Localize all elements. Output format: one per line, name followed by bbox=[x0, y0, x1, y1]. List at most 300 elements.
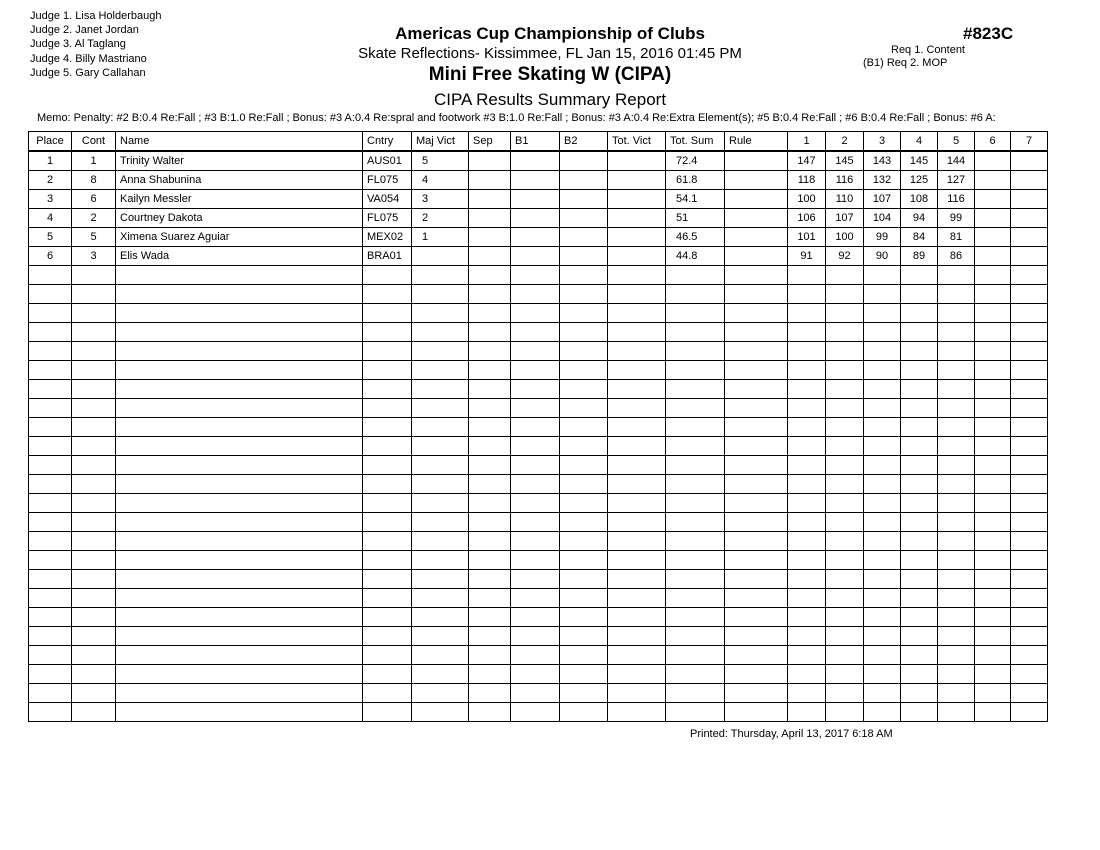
table-cell bbox=[560, 190, 608, 209]
table-cell bbox=[938, 684, 975, 703]
judge-2: Judge 2. Janet Jordan bbox=[30, 24, 139, 37]
table-cell bbox=[608, 285, 666, 304]
table-cell bbox=[363, 437, 412, 456]
table-cell bbox=[560, 646, 608, 665]
table-cell bbox=[666, 665, 725, 684]
table-cell bbox=[608, 513, 666, 532]
table-cell bbox=[1011, 513, 1048, 532]
table-cell bbox=[608, 589, 666, 608]
column-header: 3 bbox=[864, 132, 901, 152]
table-cell bbox=[511, 646, 560, 665]
table-cell bbox=[864, 684, 901, 703]
table-cell bbox=[29, 285, 72, 304]
table-cell bbox=[1011, 285, 1048, 304]
table-cell: 44.8 bbox=[666, 247, 725, 266]
table-cell bbox=[788, 418, 826, 437]
table-cell bbox=[511, 323, 560, 342]
table-cell bbox=[975, 627, 1011, 646]
table-cell: 94 bbox=[901, 209, 938, 228]
table-cell bbox=[725, 608, 788, 627]
judges-list bbox=[30, 9, 161, 80]
table-cell bbox=[938, 494, 975, 513]
table-cell bbox=[511, 228, 560, 247]
table-cell: 2 bbox=[29, 171, 72, 190]
table-cell bbox=[29, 304, 72, 323]
table-cell bbox=[938, 703, 975, 722]
table-cell bbox=[560, 703, 608, 722]
table-cell bbox=[72, 380, 116, 399]
table-cell bbox=[725, 323, 788, 342]
table-cell bbox=[116, 418, 363, 437]
table-cell bbox=[511, 532, 560, 551]
table-cell bbox=[938, 361, 975, 380]
table-cell bbox=[901, 304, 938, 323]
table-cell bbox=[666, 399, 725, 418]
table-cell bbox=[826, 361, 864, 380]
table-cell bbox=[788, 380, 826, 399]
table-cell bbox=[469, 361, 511, 380]
table-cell bbox=[363, 494, 412, 513]
table-cell bbox=[72, 608, 116, 627]
table-cell bbox=[666, 342, 725, 361]
empty-row bbox=[29, 494, 1048, 513]
table-cell bbox=[363, 342, 412, 361]
table-cell bbox=[1011, 703, 1048, 722]
table-cell: 92 bbox=[826, 247, 864, 266]
table-cell bbox=[29, 475, 72, 494]
table-cell bbox=[788, 304, 826, 323]
table-cell bbox=[975, 513, 1011, 532]
table-cell bbox=[72, 551, 116, 570]
table-cell bbox=[116, 475, 363, 494]
table-cell bbox=[826, 323, 864, 342]
table-cell bbox=[560, 665, 608, 684]
table-cell: 127 bbox=[938, 171, 975, 190]
table-cell bbox=[608, 266, 666, 285]
table-cell: 104 bbox=[864, 209, 901, 228]
table-cell: 89 bbox=[901, 247, 938, 266]
table-cell bbox=[560, 304, 608, 323]
column-header: Maj Vict bbox=[412, 132, 469, 152]
table-cell bbox=[826, 684, 864, 703]
table-cell bbox=[901, 437, 938, 456]
table-cell bbox=[901, 608, 938, 627]
table-cell bbox=[1011, 608, 1048, 627]
table-cell bbox=[826, 437, 864, 456]
table-cell bbox=[901, 380, 938, 399]
table-cell: Courtney Dakota bbox=[116, 209, 363, 228]
table-cell bbox=[608, 456, 666, 475]
table-cell bbox=[864, 285, 901, 304]
table-cell bbox=[725, 399, 788, 418]
table-cell bbox=[29, 665, 72, 684]
table-cell bbox=[363, 570, 412, 589]
table-cell bbox=[826, 608, 864, 627]
table-cell bbox=[725, 209, 788, 228]
table-cell bbox=[363, 380, 412, 399]
table-cell bbox=[511, 608, 560, 627]
table-cell bbox=[469, 627, 511, 646]
table-cell bbox=[1011, 418, 1048, 437]
table-cell bbox=[608, 475, 666, 494]
table-cell bbox=[901, 570, 938, 589]
table-cell bbox=[412, 380, 469, 399]
table-cell bbox=[1011, 475, 1048, 494]
table-cell: BRA01 bbox=[363, 247, 412, 266]
table-cell bbox=[975, 266, 1011, 285]
table-cell bbox=[469, 151, 511, 171]
table-cell: Kailyn Messler bbox=[116, 190, 363, 209]
table-cell bbox=[608, 323, 666, 342]
table-cell bbox=[725, 342, 788, 361]
table-cell: 107 bbox=[864, 190, 901, 209]
table-cell bbox=[864, 665, 901, 684]
table-cell bbox=[608, 304, 666, 323]
table-cell: AUS01 bbox=[363, 151, 412, 171]
event-title: Mini Free Skating W (CIPA) bbox=[428, 64, 672, 85]
table-cell: 144 bbox=[938, 151, 975, 171]
table-cell bbox=[412, 551, 469, 570]
table-cell bbox=[363, 684, 412, 703]
table-cell bbox=[975, 589, 1011, 608]
empty-row bbox=[29, 380, 1048, 399]
table-cell: 99 bbox=[938, 209, 975, 228]
table-cell bbox=[666, 589, 725, 608]
table-cell bbox=[725, 247, 788, 266]
table-cell: 84 bbox=[901, 228, 938, 247]
table-cell bbox=[666, 304, 725, 323]
table-cell bbox=[511, 703, 560, 722]
table-cell bbox=[511, 399, 560, 418]
table-cell bbox=[938, 513, 975, 532]
table-cell bbox=[901, 684, 938, 703]
results-table bbox=[28, 131, 1048, 722]
table-cell bbox=[975, 418, 1011, 437]
table-cell bbox=[864, 266, 901, 285]
table-cell bbox=[608, 627, 666, 646]
table-cell: 72.4 bbox=[666, 151, 725, 171]
table-cell bbox=[788, 646, 826, 665]
venue-date: Skate Reflections- Kissimmee, FL Jan 15, 2016 01:45 PM bbox=[358, 45, 742, 62]
table-cell bbox=[412, 703, 469, 722]
empty-row bbox=[29, 323, 1048, 342]
column-header: Sep bbox=[469, 132, 511, 152]
table-cell bbox=[901, 323, 938, 342]
table-cell bbox=[29, 532, 72, 551]
table-cell bbox=[469, 437, 511, 456]
table-cell bbox=[975, 285, 1011, 304]
table-cell bbox=[1011, 532, 1048, 551]
table-cell: 116 bbox=[826, 171, 864, 190]
table-cell bbox=[938, 323, 975, 342]
table-cell bbox=[788, 684, 826, 703]
table-cell bbox=[116, 399, 363, 418]
table-cell: 51 bbox=[666, 209, 725, 228]
table-header-row bbox=[29, 132, 1048, 152]
table-cell bbox=[608, 418, 666, 437]
table-cell bbox=[725, 684, 788, 703]
table-cell bbox=[1011, 323, 1048, 342]
table-cell bbox=[116, 646, 363, 665]
empty-row bbox=[29, 589, 1048, 608]
table-cell bbox=[608, 570, 666, 589]
table-cell bbox=[975, 437, 1011, 456]
judge-4: Judge 4. Billy Mastriano bbox=[30, 52, 147, 65]
table-cell: 6 bbox=[72, 190, 116, 209]
table-cell bbox=[901, 361, 938, 380]
table-cell bbox=[560, 475, 608, 494]
table-cell bbox=[725, 171, 788, 190]
table-cell: 5 bbox=[72, 228, 116, 247]
table-cell bbox=[412, 266, 469, 285]
table-cell bbox=[901, 475, 938, 494]
table-cell bbox=[1011, 551, 1048, 570]
requirements bbox=[863, 44, 965, 70]
table-cell bbox=[666, 285, 725, 304]
table-cell: VA054 bbox=[363, 190, 412, 209]
table-cell bbox=[1011, 342, 1048, 361]
table-cell bbox=[826, 494, 864, 513]
table-cell bbox=[608, 151, 666, 171]
req-1: Req 1. Content bbox=[891, 44, 965, 56]
table-cell bbox=[901, 665, 938, 684]
table-cell bbox=[116, 532, 363, 551]
table-cell bbox=[412, 399, 469, 418]
table-cell bbox=[511, 589, 560, 608]
table-cell bbox=[864, 456, 901, 475]
table-cell bbox=[72, 627, 116, 646]
table-cell bbox=[511, 304, 560, 323]
table-cell bbox=[938, 380, 975, 399]
table-cell bbox=[864, 342, 901, 361]
empty-row bbox=[29, 551, 1048, 570]
table-cell bbox=[116, 551, 363, 570]
table-cell: Anna Shabunina bbox=[116, 171, 363, 190]
printed-timestamp: Printed: Thursday, April 13, 2017 6:18 AM bbox=[690, 728, 893, 740]
table-cell bbox=[1011, 380, 1048, 399]
column-header: 6 bbox=[975, 132, 1011, 152]
table-cell bbox=[469, 494, 511, 513]
table-cell bbox=[29, 323, 72, 342]
table-cell bbox=[1011, 228, 1048, 247]
table-cell bbox=[1011, 247, 1048, 266]
table-cell bbox=[412, 304, 469, 323]
table-cell bbox=[788, 589, 826, 608]
empty-row bbox=[29, 703, 1048, 722]
table-cell: 107 bbox=[826, 209, 864, 228]
table-cell bbox=[560, 323, 608, 342]
table-cell bbox=[725, 703, 788, 722]
table-cell bbox=[560, 399, 608, 418]
table-cell bbox=[1011, 665, 1048, 684]
table-cell bbox=[469, 646, 511, 665]
table-cell bbox=[469, 684, 511, 703]
table-cell: 143 bbox=[864, 151, 901, 171]
table-cell: 8 bbox=[72, 171, 116, 190]
table-cell bbox=[608, 247, 666, 266]
table-cell bbox=[938, 665, 975, 684]
table-cell bbox=[864, 304, 901, 323]
table-cell bbox=[72, 513, 116, 532]
table-cell bbox=[864, 418, 901, 437]
table-cell bbox=[788, 437, 826, 456]
table-cell bbox=[725, 627, 788, 646]
table-cell bbox=[72, 399, 116, 418]
column-header: Cont bbox=[72, 132, 116, 152]
table-cell bbox=[116, 456, 363, 475]
table-cell bbox=[29, 266, 72, 285]
table-cell bbox=[864, 513, 901, 532]
table-cell bbox=[901, 399, 938, 418]
table-cell: 108 bbox=[901, 190, 938, 209]
table-cell bbox=[116, 437, 363, 456]
table-cell bbox=[469, 513, 511, 532]
table-cell: 106 bbox=[788, 209, 826, 228]
table-cell bbox=[864, 323, 901, 342]
table-cell: 125 bbox=[901, 171, 938, 190]
empty-row bbox=[29, 342, 1048, 361]
table-cell bbox=[975, 247, 1011, 266]
table-cell bbox=[511, 627, 560, 646]
table-cell bbox=[608, 684, 666, 703]
empty-row bbox=[29, 646, 1048, 665]
table-cell bbox=[725, 190, 788, 209]
table-cell bbox=[975, 608, 1011, 627]
table-cell bbox=[975, 171, 1011, 190]
table-cell bbox=[938, 627, 975, 646]
table-cell: 86 bbox=[938, 247, 975, 266]
table-cell bbox=[608, 703, 666, 722]
table-cell bbox=[975, 361, 1011, 380]
table-cell bbox=[826, 532, 864, 551]
table-cell bbox=[1011, 171, 1048, 190]
table-cell bbox=[725, 494, 788, 513]
empty-row bbox=[29, 627, 1048, 646]
table-cell bbox=[608, 494, 666, 513]
column-header: Place bbox=[29, 132, 72, 152]
table-cell bbox=[560, 361, 608, 380]
table-cell: 132 bbox=[864, 171, 901, 190]
column-header: Name bbox=[116, 132, 363, 152]
table-cell bbox=[975, 190, 1011, 209]
table-cell bbox=[363, 285, 412, 304]
table-cell: 2 bbox=[412, 209, 469, 228]
table-cell bbox=[975, 151, 1011, 171]
table-cell bbox=[826, 665, 864, 684]
table-cell bbox=[826, 399, 864, 418]
table-cell bbox=[469, 703, 511, 722]
table-cell bbox=[864, 570, 901, 589]
table-cell bbox=[511, 190, 560, 209]
table-cell bbox=[363, 418, 412, 437]
table-cell bbox=[826, 570, 864, 589]
competition-title: Americas Cup Championship of Clubs bbox=[395, 24, 705, 43]
table-cell bbox=[864, 475, 901, 494]
empty-row bbox=[29, 608, 1048, 627]
table-cell bbox=[116, 494, 363, 513]
table-cell bbox=[975, 532, 1011, 551]
table-cell bbox=[864, 589, 901, 608]
table-cell bbox=[901, 703, 938, 722]
table-cell bbox=[901, 285, 938, 304]
table-cell bbox=[864, 399, 901, 418]
table-cell bbox=[116, 684, 363, 703]
table-cell bbox=[511, 494, 560, 513]
table-cell bbox=[725, 551, 788, 570]
table-cell bbox=[469, 589, 511, 608]
table-cell bbox=[469, 323, 511, 342]
table-cell bbox=[725, 532, 788, 551]
table-cell: 54.1 bbox=[666, 190, 725, 209]
table-cell bbox=[412, 361, 469, 380]
table-cell bbox=[511, 342, 560, 361]
table-cell bbox=[608, 399, 666, 418]
table-cell bbox=[608, 361, 666, 380]
table-cell: 101 bbox=[788, 228, 826, 247]
table-cell bbox=[975, 494, 1011, 513]
table-cell bbox=[975, 665, 1011, 684]
judge-3: Judge 3. Al Taglang bbox=[30, 38, 126, 51]
table-cell: 46.5 bbox=[666, 228, 725, 247]
table-cell bbox=[511, 266, 560, 285]
table-cell bbox=[826, 266, 864, 285]
table-cell bbox=[826, 513, 864, 532]
table-cell bbox=[116, 323, 363, 342]
table-cell bbox=[511, 513, 560, 532]
table-cell bbox=[788, 475, 826, 494]
table-cell: 90 bbox=[864, 247, 901, 266]
table-cell bbox=[666, 361, 725, 380]
table-cell bbox=[72, 703, 116, 722]
table-cell bbox=[666, 570, 725, 589]
table-cell bbox=[412, 475, 469, 494]
table-cell: 116 bbox=[938, 190, 975, 209]
table-cell bbox=[560, 456, 608, 475]
table-cell bbox=[1011, 627, 1048, 646]
table-cell bbox=[666, 475, 725, 494]
table-cell bbox=[469, 380, 511, 399]
table-cell bbox=[363, 627, 412, 646]
table-cell: 1 bbox=[29, 151, 72, 171]
table-cell bbox=[469, 399, 511, 418]
judge-5: Judge 5. Gary Callahan bbox=[30, 66, 146, 79]
table-cell bbox=[1011, 304, 1048, 323]
table-cell bbox=[560, 513, 608, 532]
column-header: 7 bbox=[1011, 132, 1048, 152]
table-cell bbox=[826, 342, 864, 361]
table-cell: 61.8 bbox=[666, 171, 725, 190]
table-cell bbox=[975, 304, 1011, 323]
table-cell bbox=[864, 437, 901, 456]
table-cell bbox=[975, 228, 1011, 247]
table-cell bbox=[788, 323, 826, 342]
table-cell bbox=[938, 399, 975, 418]
table-cell bbox=[666, 627, 725, 646]
table-cell: 3 bbox=[29, 190, 72, 209]
table-cell bbox=[975, 456, 1011, 475]
table-cell: 110 bbox=[826, 190, 864, 209]
table-cell bbox=[938, 342, 975, 361]
table-cell bbox=[826, 475, 864, 494]
table-cell bbox=[412, 456, 469, 475]
table-cell bbox=[469, 342, 511, 361]
table-cell bbox=[666, 608, 725, 627]
table-cell bbox=[412, 285, 469, 304]
table-cell bbox=[363, 513, 412, 532]
empty-row bbox=[29, 361, 1048, 380]
table-cell bbox=[72, 437, 116, 456]
empty-row bbox=[29, 570, 1048, 589]
